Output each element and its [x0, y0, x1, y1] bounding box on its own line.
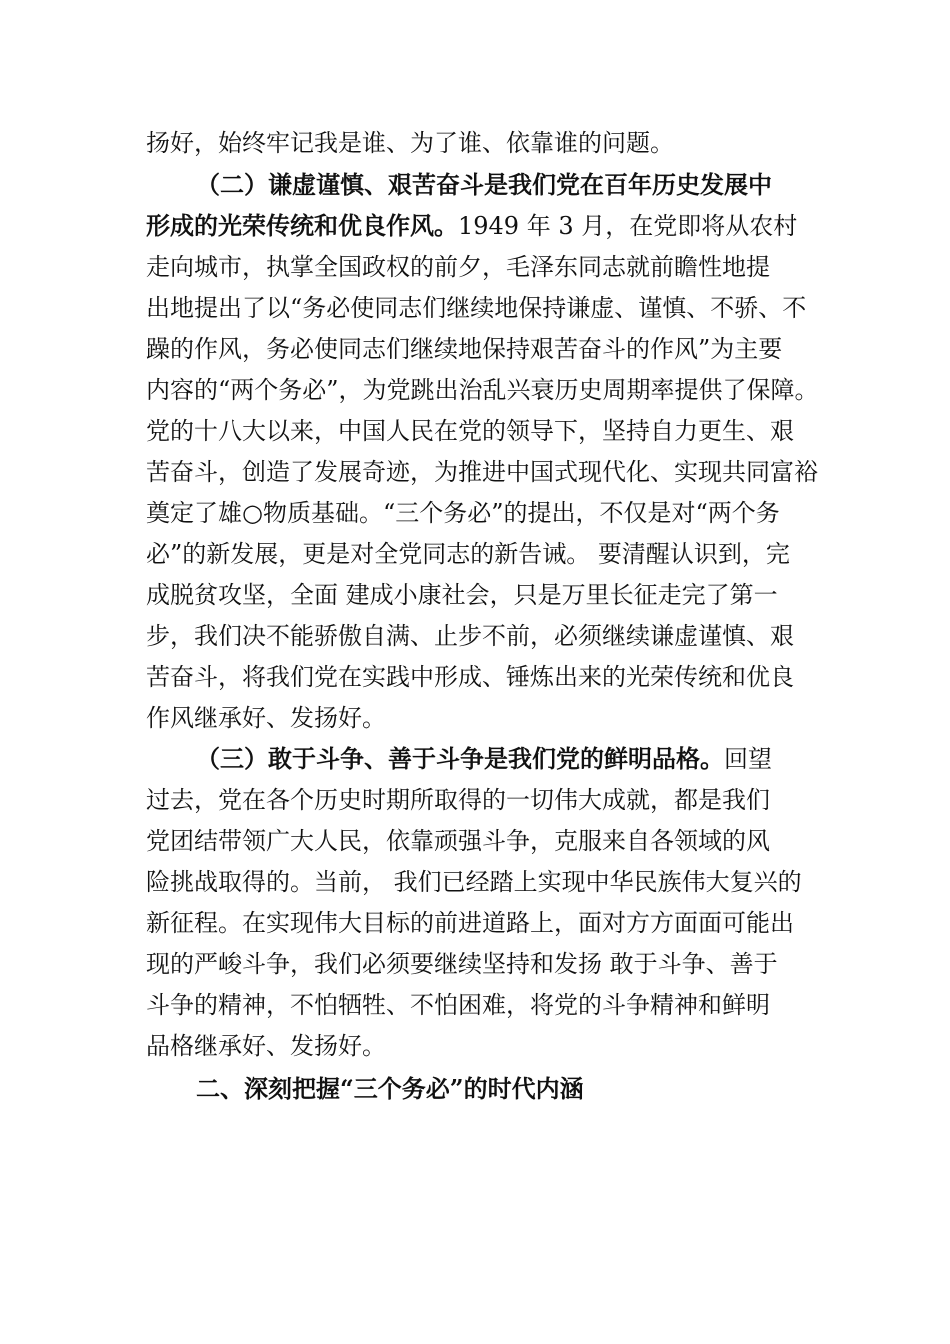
paragraph-line — [146, 370, 819, 410]
paragraph-line — [146, 411, 794, 451]
paragraph-line — [146, 616, 794, 656]
line-text: 躁的作风，务必使同志们继续地保持艰苦奋斗的作风”为主要 — [146, 335, 783, 363]
paragraph-line — [146, 329, 782, 369]
line-text: 党的十八大以来，中国人民在党的领导下，坚持自力更生、艰 — [146, 417, 794, 445]
paragraph-line — [146, 493, 780, 533]
line-text: 1949 年 3 月，在党即将从农村 — [458, 212, 798, 240]
line-text: 扬好，始终牢记我是谁、为了谁、依靠谁的问题。 — [146, 129, 674, 157]
paragraph-line — [146, 247, 770, 287]
line-text: 现的严峻斗争，我们必须要继续坚持和发扬 敢于斗争、善于 — [146, 950, 778, 978]
line-text: 苦奋斗，将我们党在实践中形成、锤炼出来的光荣传统和优良 — [146, 663, 794, 691]
heading-text: 二、深刻把握“三个务必”的时代内涵 — [196, 1074, 584, 1103]
paragraph-line — [146, 985, 770, 1025]
heading-text: （三）敢于斗争、善于斗争是我们党的鲜明品格。 — [196, 744, 724, 773]
line-text: 回望 — [724, 745, 772, 773]
paragraph-line — [146, 903, 794, 943]
paragraph-line — [146, 944, 778, 984]
line-text: 走向城市，执掌全国政权的前夕，毛泽东同志就前瞻性地提 — [146, 253, 770, 281]
line-text: 出地提出了以“务必使同志们继续地保持谦虚、谨慎、不骄、不 — [146, 294, 807, 322]
line-text: 斗争的精神，不怕牺牲、不怕困难，将党的斗争精神和鲜明 — [146, 991, 770, 1019]
paragraph-line — [146, 575, 778, 615]
line-text: 苦奋斗，创造了发展奇迹，为推进中国式现代化、实现共同富裕 — [146, 458, 818, 486]
line-text: 成脱贫攻坚，全面 建成小康社会，只是万里长征走完了第一 — [146, 581, 778, 609]
paragraph-line — [146, 1026, 386, 1066]
heading-text: 形成的光荣传统和优良作风。 — [146, 211, 458, 240]
paragraph-line — [146, 780, 770, 820]
chapter-heading — [196, 1069, 584, 1109]
line-text: 险挑战取得的。当前， 我们已经踏上实现中华民族伟大复兴的 — [146, 868, 802, 896]
paragraph-line — [146, 288, 806, 328]
line-text: 过去，党在各个历史时期所取得的一切伟大成就，都是我们 — [146, 786, 770, 814]
line-text: 奠定了雄○物质基础。“三个务必”的提出，不仅是对“两个务 — [146, 499, 780, 527]
heading-text: （二）谦虚谨慎、艰苦奋斗是我们党在百年历史发展中 — [196, 170, 772, 199]
paragraph-line — [146, 123, 674, 163]
line-text: 党团结带领广大人民，依靠顽强斗争，克服来自各领域的风 — [146, 827, 770, 855]
paragraph-line — [146, 821, 770, 861]
paragraph-line — [146, 534, 790, 574]
line-text: 内容的“两个务必”，为党跳出治乱兴衰历史周期率提供了保障。 — [146, 376, 819, 404]
section-heading-two — [196, 165, 772, 205]
line-text: 步，我们决不能骄傲自满、止步不前，必须继续谦虚谨慎、艰 — [146, 622, 794, 650]
line-text: 新征程。在实现伟大目标的前进道路上，面对方方面面可能出 — [146, 909, 794, 937]
line-text: 必”的新发展，更是对全党同志的新告诫。 要清醒认识到，完 — [146, 540, 790, 568]
line-text: 作风继承好、发扬好。 — [146, 704, 386, 732]
paragraph-line — [146, 862, 802, 902]
paragraph-line — [146, 452, 818, 492]
paragraph-line — [146, 206, 797, 246]
line-text: 品格继承好、发扬好。 — [146, 1032, 386, 1060]
paragraph-line — [146, 698, 386, 738]
section-heading-three — [196, 739, 772, 779]
paragraph-line — [146, 657, 794, 697]
